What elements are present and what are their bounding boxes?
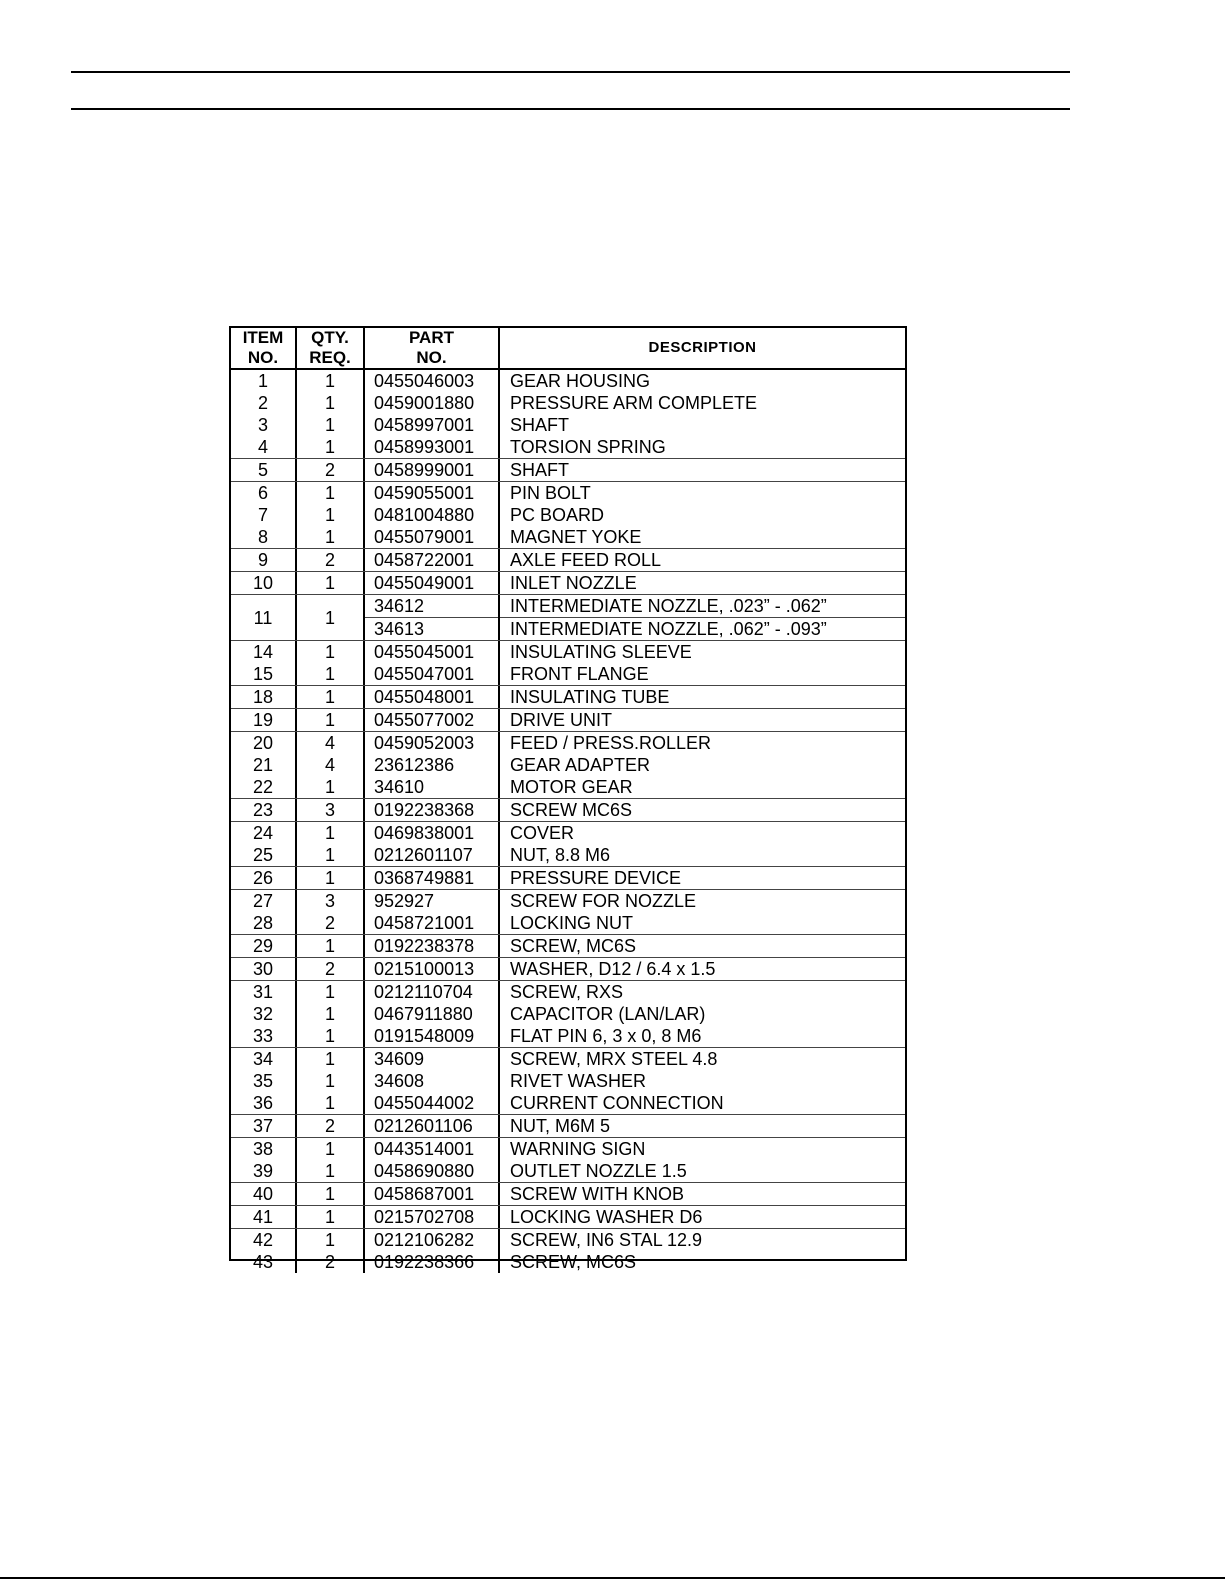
table-row-group xyxy=(231,958,905,981)
item-no-column xyxy=(231,482,297,548)
item-no-cell: 21 xyxy=(252,755,274,775)
table-row-group xyxy=(231,1229,905,1273)
description-column xyxy=(500,1138,905,1182)
qty-cell: 1 xyxy=(324,505,335,525)
part-no-column xyxy=(365,935,500,957)
item-no-column xyxy=(231,572,297,594)
description-cell: INLET NOZZLE xyxy=(510,573,637,593)
item-no-cell: 27 xyxy=(252,891,274,911)
header-qty-req: QTY. REQ. xyxy=(297,328,365,368)
qty-column xyxy=(297,799,365,821)
part-no-column xyxy=(365,799,500,821)
description-cell: WASHER, D12 / 6.4 x 1.5 xyxy=(510,959,716,979)
table-row-group xyxy=(231,1206,905,1229)
qty-cell: 1 xyxy=(324,1049,335,1069)
qty-cell: 4 xyxy=(324,755,335,775)
item-no-cell: 24 xyxy=(252,823,274,843)
qty-column xyxy=(297,595,365,640)
item-no-column xyxy=(231,890,297,934)
qty-cell: 1 xyxy=(324,1207,335,1227)
qty-column xyxy=(297,370,365,458)
part-no-cell: 0212601107 xyxy=(374,845,473,865)
part-no-column xyxy=(365,641,500,685)
qty-cell: 1 xyxy=(324,1184,335,1204)
part-no-cell: 0192238378 xyxy=(374,936,475,956)
description-cell: AXLE FEED ROLL xyxy=(510,550,662,570)
description-cell: SHAFT xyxy=(510,460,570,480)
part-no-cell: 0192238366 xyxy=(374,1252,475,1272)
item-no-cell: 4 xyxy=(257,437,268,457)
description-column xyxy=(500,958,905,980)
description-cell: SCREW, MC6S xyxy=(510,1252,637,1272)
part-no-cell: 0458690880 xyxy=(374,1161,475,1181)
description-cell: PIN BOLT xyxy=(510,483,591,503)
item-no-column xyxy=(231,822,297,866)
part-no-cell: 0455048001 xyxy=(374,687,475,707)
qty-cell: 1 xyxy=(324,393,335,413)
qty-cell: 1 xyxy=(324,936,335,956)
qty-column xyxy=(297,549,365,571)
item-no-cell: 42 xyxy=(252,1230,274,1250)
qty-column xyxy=(297,686,365,708)
qty-cell: 1 xyxy=(324,710,335,730)
part-no-cell: 0458722001 xyxy=(374,550,475,570)
part-no-cell: 0455079001 xyxy=(374,527,475,547)
table-row-group xyxy=(231,822,905,867)
qty-cell: 1 xyxy=(324,573,335,593)
item-no-column xyxy=(231,981,297,1047)
description-column xyxy=(500,595,905,640)
qty-cell: 1 xyxy=(324,982,335,1002)
part-no-column xyxy=(365,890,500,934)
item-no-column xyxy=(231,686,297,708)
item-no-cell: 38 xyxy=(252,1139,274,1159)
item-no-cell: 25 xyxy=(252,845,274,865)
item-no-cell: 7 xyxy=(257,505,268,525)
item-no-cell: 36 xyxy=(252,1093,274,1113)
item-no-cell: 22 xyxy=(252,777,274,797)
item-no-column xyxy=(231,370,297,458)
item-no-cell: 33 xyxy=(252,1026,274,1046)
table-row-group xyxy=(231,867,905,890)
description-cell: SCREW, MC6S xyxy=(510,936,637,956)
description-cell: MAGNET YOKE xyxy=(510,527,642,547)
part-no-column xyxy=(365,958,500,980)
description-cell: FLAT PIN 6, 3 x 0, 8 M6 xyxy=(510,1026,702,1046)
qty-cell: 3 xyxy=(324,891,335,911)
description-cell: COVER xyxy=(510,823,575,843)
part-no-column xyxy=(365,482,500,548)
description-cell: SHAFT xyxy=(510,415,570,435)
description-column xyxy=(500,370,905,458)
table-row-group xyxy=(231,686,905,709)
qty-cell: 1 xyxy=(324,1139,335,1159)
part-no-cell: 0469838001 xyxy=(374,823,475,843)
table-row-group xyxy=(231,370,905,459)
description-column xyxy=(500,890,905,934)
description-column xyxy=(500,482,905,548)
header-rule-bottom xyxy=(71,108,1070,110)
item-no-cell: 34 xyxy=(252,1049,274,1069)
description-cell: SCREW, RXS xyxy=(510,982,624,1002)
part-no-cell: 0459052003 xyxy=(374,733,475,753)
description-cell: SCREW, MRX STEEL 4.8 xyxy=(510,1049,718,1069)
description-column xyxy=(500,709,905,731)
description-cell: NUT, 8.8 M6 xyxy=(510,845,611,865)
description-cell: FEED / PRESS.ROLLER xyxy=(510,733,712,753)
part-no-cell: 0212601106 xyxy=(374,1116,473,1136)
qty-cell: 2 xyxy=(324,959,335,979)
description-column xyxy=(500,867,905,889)
qty-cell: 1 xyxy=(324,687,335,707)
item-no-cell: 32 xyxy=(252,1004,274,1024)
item-no-column xyxy=(231,935,297,957)
table-row-group xyxy=(231,641,905,686)
item-no-column xyxy=(231,549,297,571)
item-no-cell: 19 xyxy=(252,710,274,730)
qty-cell: 3 xyxy=(324,800,335,820)
part-no-cell: 0458997001 xyxy=(374,415,475,435)
item-no-column xyxy=(231,732,297,798)
part-no-cell: 0458687001 xyxy=(374,1184,475,1204)
table-row-group xyxy=(231,890,905,935)
part-no-column xyxy=(365,686,500,708)
item-no-cell: 40 xyxy=(252,1184,274,1204)
item-no-cell: 39 xyxy=(252,1161,274,1181)
description-column xyxy=(500,935,905,957)
qty-cell: 1 xyxy=(324,371,335,391)
qty-column xyxy=(297,482,365,548)
item-no-cell: 15 xyxy=(252,664,274,684)
qty-column xyxy=(297,890,365,934)
qty-cell: 1 xyxy=(324,1230,335,1250)
item-no-cell: 43 xyxy=(252,1252,274,1272)
parts-list-table xyxy=(229,326,907,1272)
item-no-cell: 10 xyxy=(252,573,274,593)
item-no-cell: 2 xyxy=(257,393,268,413)
description-column xyxy=(500,1048,905,1114)
qty-cell: 2 xyxy=(324,1116,335,1136)
part-no-column xyxy=(365,459,500,481)
qty-cell: 1 xyxy=(324,437,335,457)
description-cell: INTERMEDIATE NOZZLE, .023” - .062” xyxy=(510,596,827,616)
part-no-cell: 0368749881 xyxy=(374,868,475,888)
qty-cell: 1 xyxy=(324,483,335,503)
description-column xyxy=(500,549,905,571)
part-no-cell: 34613 xyxy=(365,617,498,640)
table-row-group xyxy=(231,732,905,799)
description-column xyxy=(500,1115,905,1137)
part-no-cell: 0212106282 xyxy=(374,1230,475,1250)
item-no-cell: 28 xyxy=(252,913,274,933)
qty-cell: 1 xyxy=(324,1004,335,1024)
qty-cell: 1 xyxy=(324,1071,335,1091)
qty-cell: 1 xyxy=(324,415,335,435)
qty-column xyxy=(297,572,365,594)
qty-column xyxy=(297,1138,365,1182)
part-no-cell: 34610 xyxy=(374,777,425,797)
item-no-column xyxy=(231,867,297,889)
header-rule-top xyxy=(71,71,1070,73)
footer-rule xyxy=(0,1577,1225,1579)
table-row-group xyxy=(231,1138,905,1183)
description-cell: LOCKING NUT xyxy=(510,913,634,933)
part-no-cell: 0459001880 xyxy=(374,393,475,413)
part-no-column xyxy=(365,822,500,866)
description-cell: SCREW MC6S xyxy=(510,800,633,820)
table-row-group xyxy=(231,1048,905,1115)
description-cell: PRESSURE DEVICE xyxy=(510,868,682,888)
part-no-column xyxy=(365,732,500,798)
qty-cell: 1 xyxy=(324,823,335,843)
item-no-column xyxy=(231,459,297,481)
description-column xyxy=(500,572,905,594)
description-column xyxy=(500,1229,905,1273)
item-no-cell: 1 xyxy=(257,371,268,391)
qty-cell: 1 xyxy=(324,1026,335,1046)
qty-column xyxy=(297,981,365,1047)
table-row-group xyxy=(231,459,905,482)
description-cell: SCREW, IN6 STAL 12.9 xyxy=(510,1230,703,1250)
header-part-no: PART NO. xyxy=(365,328,500,368)
description-column xyxy=(500,799,905,821)
table-row-group xyxy=(231,709,905,732)
item-no-column xyxy=(231,595,297,640)
qty-cell: 1 xyxy=(324,1093,335,1113)
qty-column xyxy=(297,1048,365,1114)
item-no-cell: 30 xyxy=(252,959,274,979)
description-cell: CAPACITOR (LAN/LAR) xyxy=(510,1004,706,1024)
qty-cell: 2 xyxy=(324,460,335,480)
part-no-column xyxy=(365,867,500,889)
part-no-cell: 23612386 xyxy=(374,755,455,775)
part-no-column xyxy=(365,1206,500,1228)
description-column xyxy=(500,732,905,798)
item-no-cell: 9 xyxy=(257,550,268,570)
part-no-column xyxy=(365,1138,500,1182)
part-no-cell: 0443514001 xyxy=(374,1139,475,1159)
description-cell: GEAR HOUSING xyxy=(510,371,651,391)
qty-column xyxy=(297,867,365,889)
item-no-cell: 20 xyxy=(252,733,274,753)
qty-cell: 1 xyxy=(324,642,335,662)
part-no-cell: 0458999001 xyxy=(374,460,475,480)
description-cell: INSULATING TUBE xyxy=(510,687,670,707)
item-no-cell: 26 xyxy=(252,868,274,888)
qty-column xyxy=(297,1229,365,1273)
item-no-column xyxy=(231,1115,297,1137)
table-row-group xyxy=(231,1183,905,1206)
item-no-cell: 31 xyxy=(252,982,274,1002)
item-no-column xyxy=(231,709,297,731)
qty-cell: 2 xyxy=(324,1252,335,1272)
description-cell: RIVET WASHER xyxy=(510,1071,647,1091)
description-cell: LOCKING WASHER D6 xyxy=(510,1207,703,1227)
description-cell: INTERMEDIATE NOZZLE, .062” - .093” xyxy=(500,617,905,640)
part-no-cell: 0458993001 xyxy=(374,437,475,457)
part-no-cell: 0459055001 xyxy=(374,483,475,503)
item-no-column xyxy=(231,1183,297,1205)
qty-column xyxy=(297,732,365,798)
table-row-group xyxy=(231,572,905,595)
qty-column xyxy=(297,822,365,866)
item-no-cell: 41 xyxy=(252,1207,274,1227)
item-no-cell: 6 xyxy=(257,483,268,503)
part-no-cell: 0467911880 xyxy=(374,1004,473,1024)
description-cell: PRESSURE ARM COMPLETE xyxy=(510,393,758,413)
qty-column xyxy=(297,958,365,980)
item-no-column xyxy=(231,799,297,821)
item-no-cell: 37 xyxy=(252,1116,274,1136)
part-no-column xyxy=(365,549,500,571)
table-row-group xyxy=(231,482,905,549)
description-cell: SCREW WITH KNOB xyxy=(510,1184,684,1204)
description-cell: FRONT FLANGE xyxy=(510,664,649,684)
part-no-column xyxy=(365,572,500,594)
part-no-cell: 0455046003 xyxy=(374,371,475,391)
item-no-column xyxy=(231,1206,297,1228)
part-no-cell: 34608 xyxy=(374,1071,425,1091)
description-column xyxy=(500,1206,905,1228)
part-no-column xyxy=(365,1048,500,1114)
qty-column xyxy=(297,1206,365,1228)
item-no-column xyxy=(231,1048,297,1114)
part-no-cell: 0481004880 xyxy=(374,505,475,525)
item-no-cell: 18 xyxy=(252,687,274,707)
part-no-column xyxy=(365,595,500,640)
qty-cell: 1 xyxy=(324,868,335,888)
part-no-cell: 0215702708 xyxy=(374,1207,475,1227)
part-no-cell: 0191548009 xyxy=(374,1026,475,1046)
table-body xyxy=(231,370,905,1273)
description-cell: PC BOARD xyxy=(510,505,605,525)
part-no-cell: 0455045001 xyxy=(374,642,475,662)
qty-column xyxy=(297,641,365,685)
qty-column xyxy=(297,459,365,481)
qty-column xyxy=(297,1183,365,1205)
description-cell: GEAR ADAPTER xyxy=(510,755,651,775)
description-column xyxy=(500,1183,905,1205)
description-column xyxy=(500,981,905,1047)
description-column xyxy=(500,686,905,708)
qty-column xyxy=(297,935,365,957)
qty-cell: 1 xyxy=(324,1161,335,1181)
part-no-cell: 0212110704 xyxy=(374,982,473,1002)
description-column xyxy=(500,641,905,685)
qty-cell: 4 xyxy=(324,733,335,753)
qty-cell: 1 xyxy=(324,777,335,797)
part-no-column xyxy=(365,709,500,731)
part-no-cell: 0215100013 xyxy=(374,959,475,979)
item-no-column xyxy=(231,641,297,685)
item-no-cell: 3 xyxy=(257,415,268,435)
part-no-cell: 0455044002 xyxy=(374,1093,475,1113)
qty-cell: 1 xyxy=(324,607,335,628)
description-column xyxy=(500,822,905,866)
qty-cell: 1 xyxy=(324,527,335,547)
item-no-cell: 29 xyxy=(252,936,274,956)
part-no-column xyxy=(365,1115,500,1137)
description-cell: SCREW FOR NOZZLE xyxy=(510,891,697,911)
table-header xyxy=(231,328,905,370)
item-no-cell: 8 xyxy=(257,527,268,547)
part-no-column xyxy=(365,1229,500,1273)
description-column xyxy=(500,459,905,481)
item-no-cell: 23 xyxy=(252,800,274,820)
description-cell: INSULATING SLEEVE xyxy=(510,642,692,662)
item-no-cell: 35 xyxy=(252,1071,274,1091)
description-cell: NUT, M6M 5 xyxy=(510,1116,611,1136)
table-row-group xyxy=(231,799,905,822)
qty-column xyxy=(297,709,365,731)
description-cell: CURRENT CONNECTION xyxy=(510,1093,724,1113)
qty-cell: 1 xyxy=(324,664,335,684)
part-no-cell: 0455049001 xyxy=(374,573,475,593)
item-no-column xyxy=(231,1138,297,1182)
part-no-cell: 0458721001 xyxy=(374,913,475,933)
part-no-cell: 0192238368 xyxy=(374,800,475,820)
item-no-column xyxy=(231,1229,297,1273)
part-no-column xyxy=(365,370,500,458)
part-no-column xyxy=(365,1183,500,1205)
table-row-group xyxy=(231,595,905,641)
part-no-cell: 34612 xyxy=(374,596,425,616)
table-row-group xyxy=(231,549,905,572)
part-no-column xyxy=(365,981,500,1047)
description-cell: WARNING SIGN xyxy=(510,1139,646,1159)
table-row-group xyxy=(231,935,905,958)
header-description: DESCRIPTION xyxy=(648,339,757,356)
qty-column xyxy=(297,1115,365,1137)
description-cell: OUTLET NOZZLE 1.5 xyxy=(510,1161,687,1181)
header-item-no: ITEM NO. xyxy=(231,328,297,368)
qty-cell: 1 xyxy=(324,845,335,865)
item-no-column xyxy=(231,958,297,980)
qty-cell: 2 xyxy=(324,913,335,933)
part-no-cell: 34609 xyxy=(374,1049,425,1069)
table-row-group xyxy=(231,1115,905,1138)
part-no-cell: 0455077002 xyxy=(374,710,475,730)
description-cell: DRIVE UNIT xyxy=(510,710,613,730)
part-no-cell: 952927 xyxy=(374,891,435,911)
description-cell: TORSION SPRING xyxy=(510,437,666,457)
item-no-cell: 14 xyxy=(252,642,274,662)
item-no-cell: 11 xyxy=(253,607,273,628)
table-row-group xyxy=(231,981,905,1048)
qty-cell: 2 xyxy=(324,550,335,570)
item-no-cell: 5 xyxy=(257,460,268,480)
part-no-cell: 0455047001 xyxy=(374,664,475,684)
description-cell: MOTOR GEAR xyxy=(510,777,633,797)
